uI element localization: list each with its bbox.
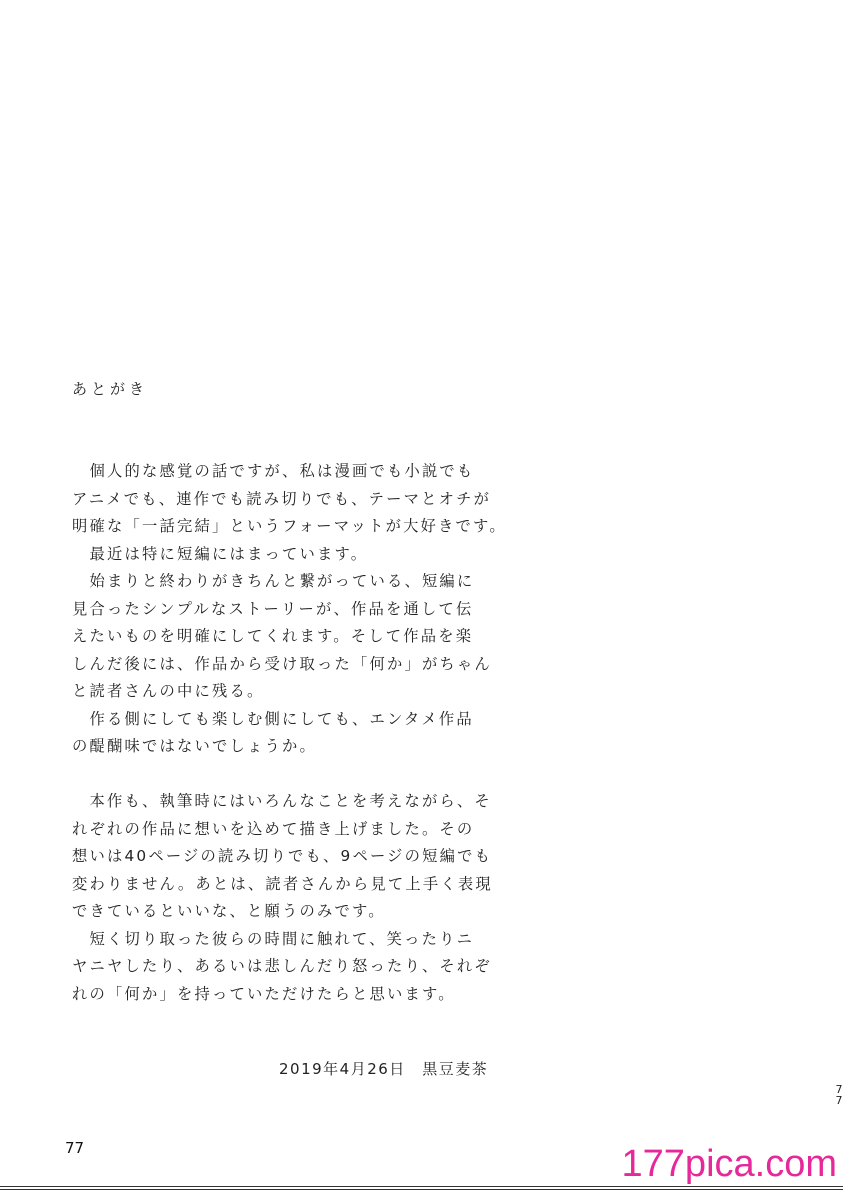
text-line: 個人的な感覚の話ですが、私は漫画でも小説でも bbox=[72, 462, 475, 480]
text-line: 短く切り取った彼らの時間に触れて、笑ったりニ bbox=[72, 929, 475, 948]
text-line: 明確な「一話完結」というフォーマットが大好きです。 bbox=[72, 517, 507, 535]
text-line: 始まりと終わりがきちんと繋がっている、短編に bbox=[72, 572, 475, 590]
text-line: と読者さんの中に残る。 bbox=[72, 682, 265, 700]
text-line: えたいものを明確にしてくれます。そして作品を楽 bbox=[72, 627, 474, 645]
paragraph-gap bbox=[72, 761, 512, 789]
text-line: 想いは40ページの読み切りでも、9ページの短編でも bbox=[72, 847, 493, 865]
text-line: 最近は特に短編にはまっています。 bbox=[72, 544, 369, 563]
afterword-body bbox=[72, 458, 512, 1008]
side-page-number bbox=[835, 1084, 843, 1106]
site-watermark: 177pica.com bbox=[621, 1143, 837, 1185]
text-line: ヤニヤしたり、あるいは悲しんだり怒ったり、それぞ bbox=[72, 957, 492, 975]
side-page-digit: 7 bbox=[835, 1094, 843, 1107]
page-number: 77 bbox=[65, 1139, 85, 1157]
text-line: 本作も、執筆時にはいろんなことを考えながら、そ bbox=[72, 792, 492, 810]
text-line: の醍醐味ではないでしょうか。 bbox=[72, 737, 317, 755]
text-line: アニメでも、連作でも読み切りでも、テーマとオチが bbox=[72, 489, 492, 508]
text-line: 変わりません。あとは、読者さんから見て上手く表現 bbox=[72, 874, 493, 893]
side-page-digit: 7 bbox=[835, 1083, 843, 1096]
date-and-author: 2019年4月26日 黒豆麦茶 bbox=[279, 1060, 489, 1078]
text-line: 作る側にしても楽しむ側にしても、エンタメ作品 bbox=[72, 709, 474, 728]
text-line: 見合ったシンプルなストーリーが、作品を通して伝 bbox=[72, 599, 474, 618]
text-line: れぞれの作品に想いを込めて描き上げました。その bbox=[72, 819, 475, 838]
text-line: しんだ後には、作品から受け取った「何か」がちゃん bbox=[72, 654, 492, 673]
bottom-divider bbox=[0, 1186, 843, 1190]
afterword-heading: あとがき bbox=[72, 380, 149, 398]
text-line: できているといいな、と願うのみです。 bbox=[72, 902, 386, 920]
text-line: れの「何か」を持っていただけたらと思います。 bbox=[72, 984, 456, 1003]
